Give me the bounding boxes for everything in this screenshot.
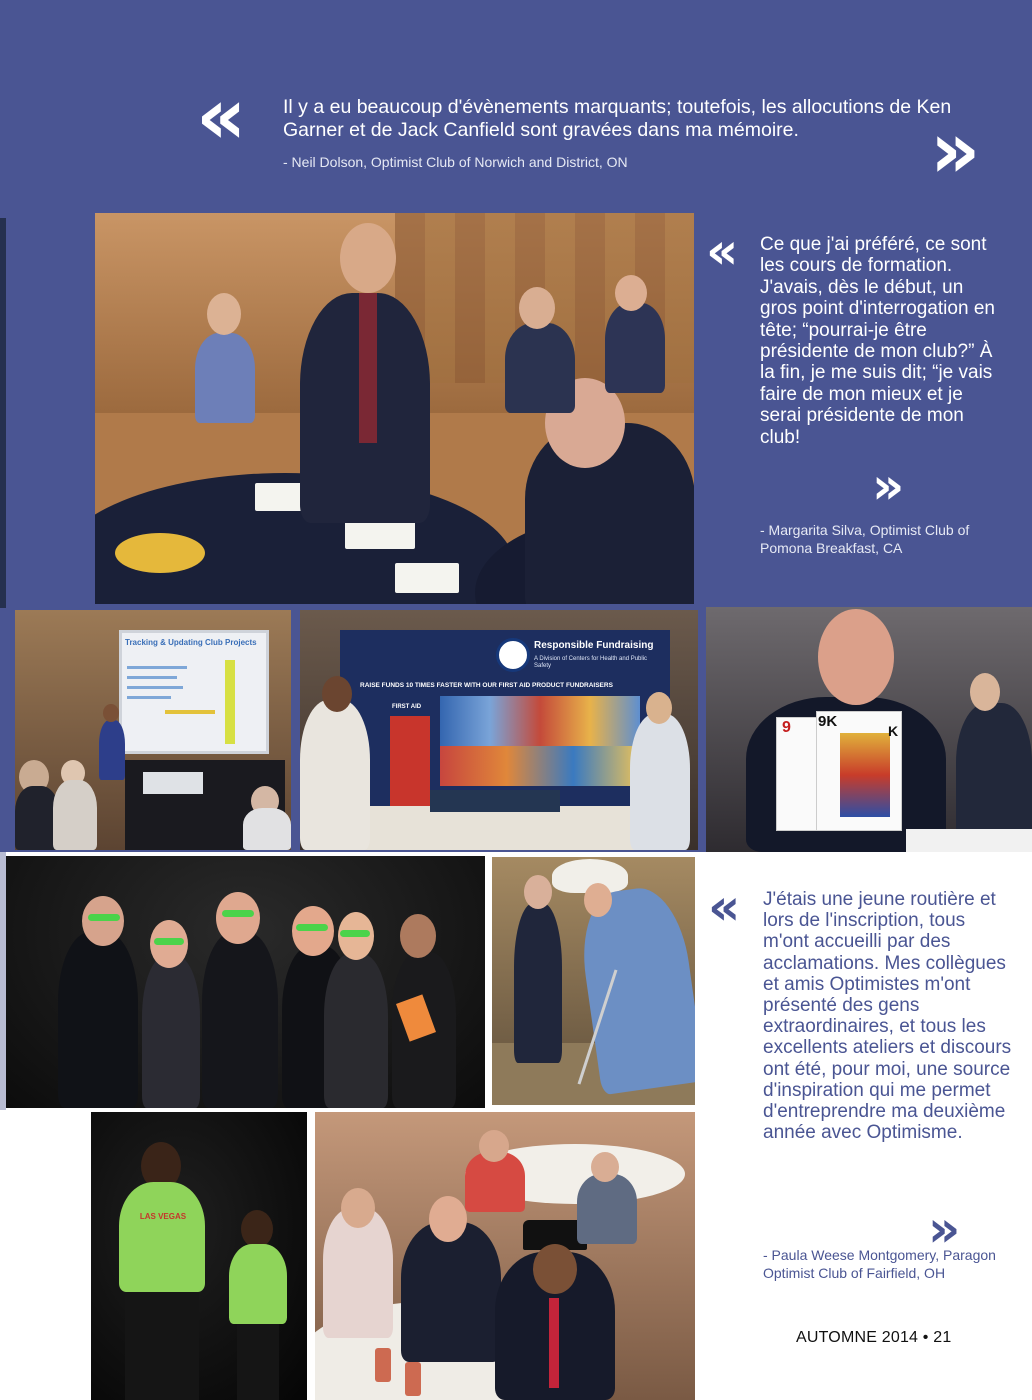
photo-speaker-banquet — [95, 213, 694, 604]
page-folio: AUTOMNE 2014 • 21 — [796, 1329, 952, 1346]
booth-subtitle: A Division of Centers for Health and Public Safety — [534, 656, 648, 669]
photo-presentation-room — [15, 610, 291, 850]
quote-2-author: - Margarita Silva, Optimist Club of Pomona Breakfast, CA — [760, 522, 970, 556]
photo-cowboy-putting — [492, 857, 695, 1105]
quote-3-author: - Paula Weese Montgomery, Paragon Optimist Club of Fairfield, OH — [763, 1247, 996, 1281]
open-quote-icon: « — [706, 222, 739, 280]
photo-giant-cards — [706, 607, 1032, 852]
booth-banner: RAISE FUNDS 10 TIMES FASTER WITH OUR FIRST AID PRODUCT FUNDRAISERS — [360, 682, 613, 689]
open-quote-icon: « — [196, 72, 247, 162]
close-quote-icon: » — [930, 106, 981, 196]
quote-1-text: Il y a eu beaucoup d'évènements marquants; toutefois, les allocutions de Ken Garner et de Jack Canfield sont gravées dans ma mémoire. — [283, 96, 952, 141]
photo-kids — [91, 1112, 307, 1400]
close-quote-icon: » — [928, 1200, 961, 1258]
open-quote-icon: « — [708, 878, 741, 936]
photo-banquet-crowd — [315, 1112, 695, 1400]
first-aid-label: FIRST AID — [392, 704, 422, 710]
photo-group-green-glasses — [6, 856, 485, 1108]
card-left-label: 9 — [782, 719, 791, 736]
booth-name: Responsible Fundraising — [534, 640, 654, 651]
quote-2-text: Ce que j'ai préféré, ce sont les cours de formation. J'avais, dès le début, un gros point d'interrogation en tête; “pourrai-je être présidente de mon club?” À la fin, je me suis dit; “je vais faire de mon mieux et je serai présidente de mon club! — [760, 234, 995, 448]
quote-3-text: J'étais une jeune routière et lors de l'inscription, tous m'ont accueilli par des acclamations. Mes collègues et amis Optimistes m'ont présenté des gens extraordinaires, et tous les excellents ateliers et discours ont été, pour moi, une source d'inspiration qui me permet d'entreprendre ma deuxième année avec Optimisme. — [763, 889, 1012, 1144]
photo-fundraising-booth — [300, 610, 698, 850]
card-right-label: 9K — [818, 713, 838, 730]
card-king-label: K — [888, 723, 899, 739]
left-edge-strip — [0, 218, 6, 608]
slide-title: Tracking & Updating Club Projects — [125, 638, 257, 647]
close-quote-icon: » — [872, 457, 905, 515]
quote-1-author: - Neil Dolson, Optimist Club of Norwich and District, ON — [283, 154, 628, 170]
tshirt-text: LAS VEGAS — [139, 1212, 187, 1221]
